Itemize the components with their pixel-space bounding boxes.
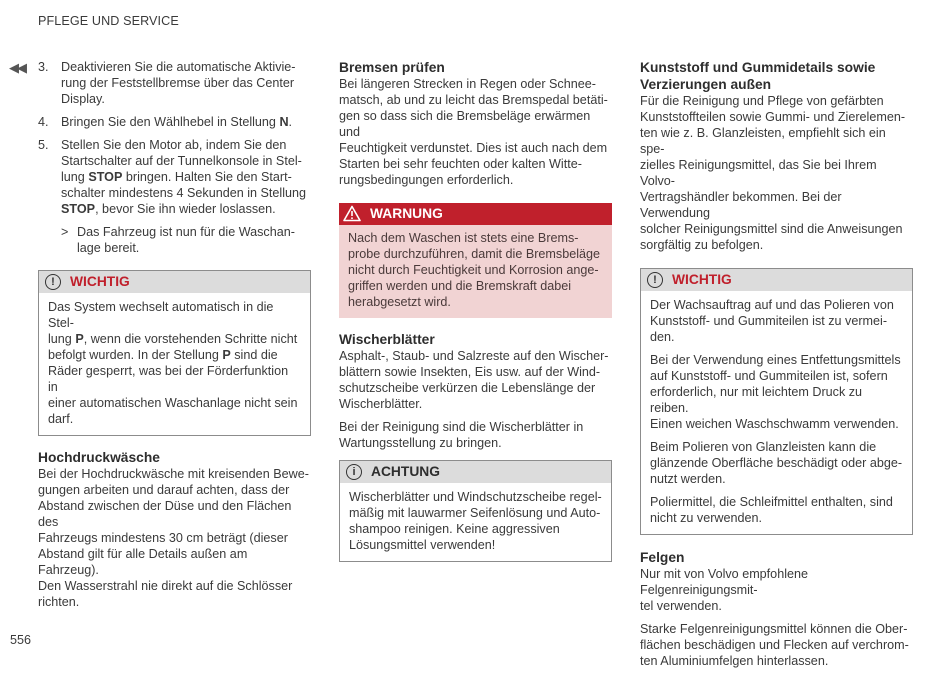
switch-position: STOP	[88, 170, 123, 184]
column-left	[38, 59, 311, 610]
wichtig-paragraph-2	[650, 352, 903, 432]
text-line: erforderlich, nur mit leichtem Druck zu reiben.	[650, 385, 863, 415]
text-line: sorgfältig zu befolgen.	[640, 238, 764, 252]
text-line: ten wie z. B. Glanzleisten, empfiehlt sich ein spe-	[640, 126, 886, 156]
text-line: solcher Reinigungsmittel sind die Anweisungen	[640, 222, 903, 236]
wichtig-paragraph-4	[650, 494, 903, 526]
wichtig-title: WICHTIG	[70, 274, 130, 289]
text-line: Kunststoffteilen sowie Gummi- und Zierelemen-	[640, 110, 906, 124]
felgen-paragraph-1	[640, 566, 913, 614]
text-line: Startschalter auf der Tunnelkonsole in Stel-	[61, 154, 302, 168]
wichtig-paragraph-1	[650, 297, 903, 345]
text-line: mäßig mit lauwarmer Seifenlösung und Auto-	[349, 506, 601, 520]
switch-position: STOP	[61, 202, 96, 216]
felgen-paragraph-2	[640, 621, 913, 669]
text-line: Bei der Verwendung eines Entfettungsmittels	[650, 353, 901, 367]
text-line	[61, 169, 311, 185]
section-title: PFLEGE UND SERVICE	[38, 14, 179, 28]
exclamation-icon: !	[647, 272, 663, 288]
text-line: Stellen Sie den Motor ab, indem Sie den	[61, 138, 287, 152]
wichtig-title: WICHTIG	[672, 272, 732, 287]
heading-line: Kunststoff und Gummidetails sowie	[640, 60, 876, 75]
step-number: 5.	[38, 138, 49, 152]
text-line: Kunststoff- und Gummiteilen ist zu vermei-	[650, 314, 888, 328]
text-run: , wenn die vorstehenden Schritte nicht	[83, 332, 298, 346]
step-text	[61, 137, 311, 217]
section-heading	[640, 59, 913, 93]
gear-position: P	[222, 348, 231, 362]
text-line: Nur mit von Volvo empfohlene Felgenreinigungsmit-	[640, 567, 809, 597]
text-run: .	[288, 115, 293, 129]
step-number: 3.	[38, 60, 49, 74]
section-heading: Hochdruckwäsche	[38, 450, 160, 465]
text-line: rungsbedingungen erforderlich.	[339, 173, 514, 187]
text-line: nutzt werden.	[650, 472, 726, 486]
text-line: gen so dass sich die Bremsbeläge erwärmen und	[339, 109, 591, 139]
section-heading: Bremsen prüfen	[339, 60, 445, 75]
text-line: flächen beschädigen und Flecken auf verchrom-	[640, 638, 909, 652]
text-line: Wischerblätter und Windschutzscheibe regel-	[349, 490, 602, 504]
text-line: blättern sowie Insekten, Eis usw. auf der Wind-	[339, 365, 601, 379]
text-line: nicht durch Feuchtigkeit und Korrosion ange-	[348, 263, 599, 277]
wichtig-box	[640, 268, 913, 535]
warnung-title: WARNUNG	[370, 206, 443, 221]
column-right	[640, 59, 913, 676]
text-line: Bei längeren Strecken in Regen oder Schnee-	[339, 77, 596, 91]
text-line: Für die Reinigung und Pflege von gefärbten	[640, 94, 884, 108]
text-run: lung	[61, 170, 89, 184]
heading-line: Verzierungen außen	[640, 77, 772, 92]
text-line	[61, 201, 311, 217]
text-line: Den Wasserstrahl nie direkt auf die Schlösser	[38, 579, 293, 593]
text-line: tel verwenden.	[640, 599, 722, 613]
text-line: matsch, ab und zu leicht das Bremspedal betäti-	[339, 93, 608, 107]
text-line: Einen weichen Waschschwamm verwenden.	[650, 417, 899, 431]
text-line: nicht zu verwenden.	[650, 511, 763, 525]
achtung-title: ACHTUNG	[371, 464, 440, 479]
warnung-body	[339, 225, 612, 318]
text-line: Vertragshändler bekommen. Bei der Verwendung	[640, 190, 842, 220]
text-line: den.	[650, 330, 675, 344]
text-line: richten.	[38, 595, 80, 609]
text-line: Abstand gilt für alle Details außen am Fahrzeug).	[38, 547, 248, 577]
text-line: Abstand zwischen der Düse und den Flächen des	[38, 499, 292, 529]
warnung-header	[339, 203, 612, 225]
step-text	[61, 114, 311, 130]
result-marker: >	[61, 225, 69, 239]
wischer-paragraph-2	[339, 419, 612, 451]
text-line: ten Aluminiumfelgen hinterlassen.	[640, 654, 829, 668]
exclamation-icon: !	[45, 274, 61, 290]
text-line: Lösungsmittel verwenden!	[349, 538, 496, 552]
text-line: Display.	[61, 92, 105, 106]
step-number: 4.	[38, 115, 49, 129]
wichtig-header	[641, 269, 912, 291]
achtung-body	[340, 483, 611, 561]
text-line: Poliermittel, die Schleifmittel enthalten, sind	[650, 495, 893, 509]
text-line: Räder gesperrt, was bei der Förderfunktion in	[48, 364, 289, 394]
text-run: Bringen Sie den Wählhebel in Stellung	[61, 115, 280, 129]
text-line: Nach dem Waschen ist stets eine Brems-	[348, 231, 579, 245]
wichtig-box	[38, 270, 311, 436]
step-3	[38, 59, 311, 107]
text-line	[48, 331, 301, 347]
hochdruck-paragraph	[38, 466, 311, 610]
wichtig-body	[39, 293, 310, 435]
text-line: Der Wachsauftrag auf und das Polieren von	[650, 298, 894, 312]
section-heading: Felgen	[640, 550, 685, 565]
text-line: Beim Polieren von Glanzleisten kann die	[650, 440, 877, 454]
warnung-box	[339, 203, 612, 318]
wichtig-paragraph-3	[650, 439, 903, 487]
text-line: Starke Felgenreinigungsmittel können die Ober-	[640, 622, 908, 636]
achtung-box	[339, 460, 612, 562]
text-line: Deaktivieren Sie die automatische Aktivie-	[61, 60, 296, 74]
text-line: Das Fahrzeug ist nun für die Waschan-	[77, 225, 295, 239]
text-line: schalter mindestens 4 Sekunden in Stellung	[61, 186, 307, 200]
text-line: darf.	[48, 412, 74, 426]
text-line: einer automatischen Waschanlage nicht sein	[48, 396, 298, 410]
text-line: Bei der Hochdruckwäsche mit kreisenden Bewe-	[38, 467, 309, 481]
page-number: 556	[10, 633, 32, 647]
text-line: Wischerblätter.	[339, 397, 423, 411]
text-line: Asphalt-, Staub- und Salzreste auf den Wischer-	[339, 349, 609, 363]
wichtig-header	[39, 271, 310, 293]
text-line: rung der Feststellbremse über das Center	[61, 76, 295, 90]
text-run: lung	[48, 332, 76, 346]
wichtig-body	[641, 291, 912, 534]
kunststoff-paragraph	[640, 93, 913, 253]
bremsen-paragraph	[339, 76, 612, 188]
text-line: lage bereit.	[77, 241, 140, 255]
text-line: herabgesetzt wird.	[348, 295, 451, 309]
text-line: gungen arbeiten und darauf achten, dass der	[38, 483, 290, 497]
text-line: glänzende Oberfläche beschädigt oder abge-	[650, 456, 903, 470]
text-run: bringen. Halten Sie den Start-	[122, 170, 292, 184]
step-text	[61, 59, 311, 107]
text-line: Das System wechselt automatisch in die Stel-	[48, 300, 274, 330]
text-line	[48, 347, 301, 363]
text-line: Starten bei sehr feuchten oder kalten Witte-	[339, 157, 582, 171]
step-4	[38, 114, 311, 130]
text-line: zielles Reinigungsmittel, das Sie bei Ihrem Volvo-	[640, 158, 877, 188]
achtung-header	[340, 461, 611, 483]
gear-position: N	[279, 115, 289, 129]
text-run: befolgt wurden. In der Stellung	[48, 348, 223, 362]
text-line: shampoo reinigen. Keine aggressiven	[349, 522, 560, 536]
text-line: probe durchzuführen, damit die Bremsbeläge	[348, 247, 601, 261]
warning-triangle-icon	[343, 205, 361, 222]
text-run: sind die	[230, 348, 278, 362]
back-icon[interactable]: ◀◀	[9, 60, 25, 75]
text-line: schutzscheibe verkürzen die Lebenslänge der	[339, 381, 596, 395]
text-line: Fahrzeugs mindestens 30 cm beträgt (dieser	[38, 531, 288, 545]
wischer-paragraph-1	[339, 348, 612, 412]
step-result	[38, 224, 311, 256]
text-line: auf Kunststoff- und Gummiteilen ist, sofern	[650, 369, 888, 383]
text-line: griffen werden und die Bremskraft dabei	[348, 279, 572, 293]
text-line: Feuchtigkeit verdunstet. Dies ist auch nach dem	[339, 141, 608, 155]
info-icon: i	[346, 464, 362, 480]
step-5	[38, 137, 311, 217]
section-heading: Wischerblätter	[339, 332, 435, 347]
column-middle	[339, 59, 612, 562]
text-line: Wartungsstellung zu bringen.	[339, 436, 502, 450]
gear-position: P	[75, 332, 84, 346]
text-line: Bei der Reinigung sind die Wischerblätter in	[339, 420, 584, 434]
text-run: , bevor Sie ihn wieder loslassen.	[95, 202, 276, 216]
